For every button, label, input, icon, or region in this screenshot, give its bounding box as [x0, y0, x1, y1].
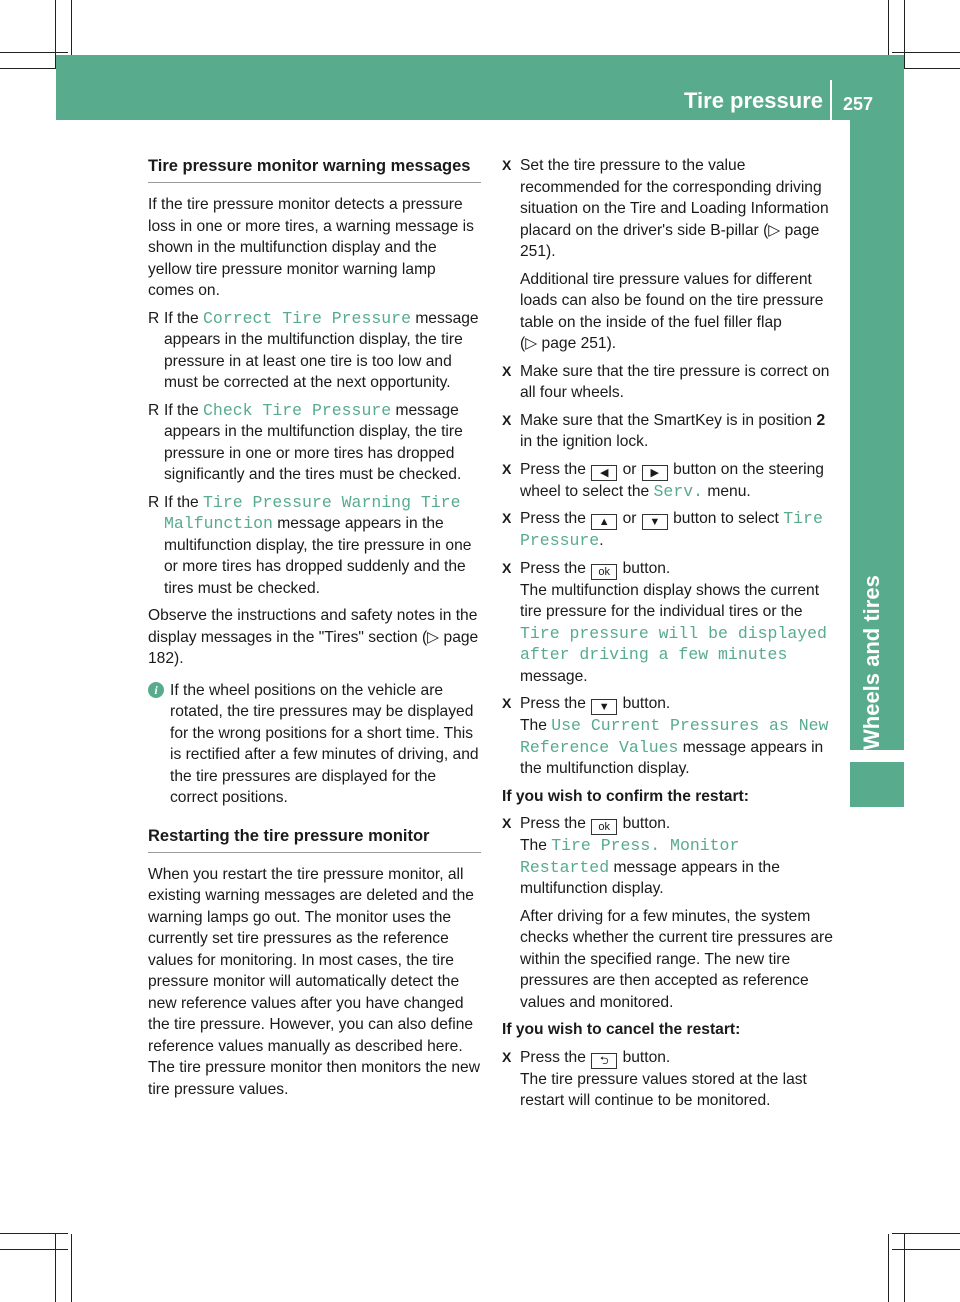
crop-mark: [0, 52, 68, 53]
step-item: X Press the ◀ or ▶ button on the steering wheel to select the Serv. menu.: [502, 460, 824, 501]
step-item: X Press the ok button. The Tire Press. Monitor Restarted message appears in the multifunction display.: [502, 815, 780, 897]
display-message: Check Tire Pressure: [203, 400, 392, 420]
heading-rule: [148, 182, 481, 183]
display-message: Tire Press. Monitor Restarted: [520, 836, 740, 877]
step-icon: X: [502, 362, 512, 379]
crop-mark: [71, 1234, 72, 1302]
step-icon: X: [502, 460, 512, 477]
paragraph: If the tire pressure monitor detects a pressure loss in one or more tires, a warning message is shown in the multifunction display and the yellow tire pressure monitor warning lamp comes on.: [148, 196, 474, 299]
step-item: X Make sure that the SmartKey is in position 2 in the ignition lock.: [502, 411, 826, 450]
right-column: [502, 155, 835, 1118]
step-item: X Make sure that the tire pressure is correct on all four wheels.: [502, 362, 830, 401]
crop-mark: [0, 1249, 68, 1250]
step-icon: X: [502, 695, 512, 711]
step-icon: X: [502, 510, 512, 526]
bullet-item: R If the Check Tire Pressure message appears in the multifunction display, the tire pressure in one or more tires has dropped significantly and the tires must be checked.: [148, 400, 463, 483]
step-detail: After driving for a few minutes, the system checks whether the current tire pressures are within the specified range. The new tire pressures are then accepted as reference values and monitored.: [520, 907, 833, 1011]
bullet-icon: R: [148, 401, 160, 419]
left-arrow-key-icon: ◀: [591, 465, 617, 481]
side-tab-label: Wheels and tires: [859, 575, 884, 750]
step-icon: X: [502, 559, 512, 576]
up-arrow-key-icon: ▲: [591, 514, 617, 530]
page-ref-icon: ▷: [427, 628, 440, 646]
ok-key-icon: ok: [591, 819, 617, 835]
bullet-icon: R: [148, 493, 160, 511]
subheading-confirm: If you wish to confirm the restart:: [502, 787, 749, 805]
crop-mark: [892, 52, 960, 53]
info-note: i If the wheel positions on the vehicle are rotated, the tire pressures may be displayed for the wrong positions for a short time. This is rectified after a few minutes of driving, and the tire pressures are displayed for the correct positions.: [148, 680, 481, 809]
crop-mark: [892, 1233, 960, 1234]
crop-mark: [904, 1234, 905, 1302]
bullet-icon: R: [148, 309, 160, 327]
step-item: X Press the ▼ button. The Use Current Pressures as New Reference Values message appears in the multifunction display.: [502, 695, 829, 777]
step-icon: X: [502, 1048, 512, 1065]
side-tab-block: [850, 762, 904, 807]
step-icon: X: [502, 815, 512, 831]
down-arrow-key-icon: ▼: [642, 514, 668, 530]
down-arrow-key-icon: ▼: [591, 699, 617, 715]
crop-mark: [888, 1234, 889, 1302]
paragraph: Observe the instructions and safety notes in the display messages in the "Tires" section (▷ page 182).: [148, 607, 479, 667]
step-item: X Press the ok button. The multifunction display shows the current tire pressure for the individual tires or the Tire pressure will be displayed after driving a few minutes message.: [502, 559, 827, 685]
display-message: Tire Pressure: [520, 509, 823, 550]
bullet-item: R If the Correct Tire Pressure message appears in the multifunction display, the tire pressure in at least one tire is too low and must be corrected at the next opportunity.: [148, 308, 479, 391]
display-message: Correct Tire Pressure: [203, 308, 411, 328]
crop-mark: [892, 1249, 960, 1250]
info-icon: i: [148, 682, 164, 698]
step-icon: X: [502, 157, 512, 173]
paragraph: When you restart the tire pressure monitor, all existing warning messages are deleted and the warning lamps go out. The monitor uses the currently set tire pressures as the reference values for monitoring. In most cases, the tire pressure monitor will automatically detect the new reference values after you have changed the tire pressure. However, you can also define reference values manually as described here. The tire pressure monitor then monitors the new tire pressure values.: [148, 865, 480, 1098]
crop-mark: [0, 1233, 68, 1234]
page-reference[interactable]: page 251: [541, 335, 607, 352]
left-column: [148, 155, 481, 1106]
step-detail: Additional tire pressure values for different loads can also be found on the tire pressure table on the inside of the fuel filler flap (▷ page 251).: [520, 270, 824, 352]
back-key-icon: ⮌: [591, 1053, 617, 1069]
display-message: Tire pressure will be displayed after driving a few minutes: [520, 623, 827, 664]
page-reference[interactable]: page 251: [520, 221, 820, 260]
step-item: X Press the ⮌ button. The tire pressure values stored at the last restart will continue to be monitored.: [502, 1048, 807, 1109]
step-item: X Press the ▲ or ▼ button to select Tire Pressure.: [502, 509, 823, 550]
step-icon: X: [502, 411, 512, 428]
page-title: Tire pressure: [683, 88, 823, 113]
page-number: 257: [843, 94, 874, 114]
display-message: Serv.: [653, 481, 704, 501]
header-divider: [830, 80, 832, 120]
display-message: Use Current Pressures as New Reference Values: [520, 716, 829, 757]
page-reference[interactable]: page 182: [148, 628, 479, 667]
section-heading-restarting: Restarting the tire pressure monitor: [148, 826, 430, 845]
display-message: Tire Pressure Warning Tire Malfunction: [164, 492, 461, 533]
subheading-cancel: If you wish to cancel the restart:: [502, 1021, 741, 1038]
crop-mark: [55, 1234, 56, 1302]
page-ref-icon: ▷: [525, 335, 538, 352]
heading-rule: [148, 852, 481, 853]
right-arrow-key-icon: ▶: [642, 465, 668, 481]
step-item: X Set the tire pressure to the value recommended for the corresponding driving situation on the Tire and Loading Information placard on the driver's side B-pillar (▷ page 251).: [502, 157, 829, 260]
page-ref-icon: ▷: [768, 221, 781, 239]
section-heading-warning-messages: Tire pressure monitor warning messages: [148, 157, 471, 175]
ok-key-icon: ok: [591, 564, 617, 580]
crop-mark: [904, 0, 905, 68]
bullet-item: R If the Tire Pressure Warning Tire Malfunction message appears in the multifunction display, the tire pressure in one or more tires has dropped suddenly and the tires must be checked.: [148, 492, 472, 597]
